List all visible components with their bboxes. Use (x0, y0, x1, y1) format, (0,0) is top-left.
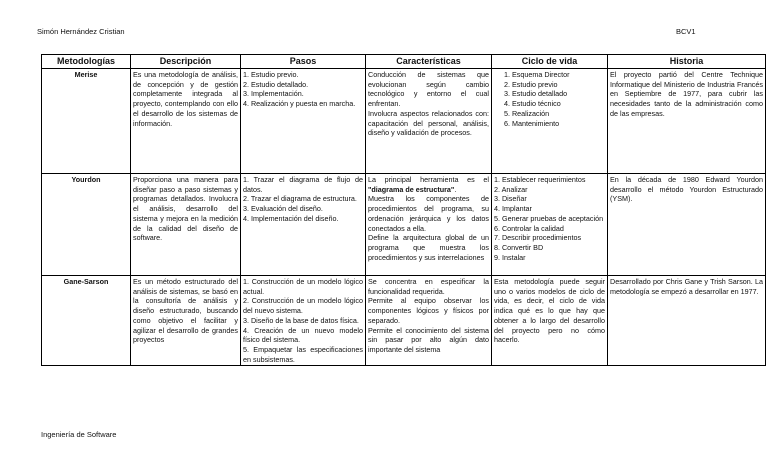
step-item: 3. Implementación. (243, 89, 304, 99)
col-header-pasos: Pasos (241, 55, 366, 69)
header-row (42, 55, 766, 69)
description-cell: Proporciona una manera para diseñar paso a paso sistemas y programas detallados. Involucra el análisis, desarrollo del sistema y mejora en la medición de la calidad del diseño de software. (131, 174, 241, 276)
col-header-metodologias: Metodologías (42, 55, 131, 69)
step-item: 3. Diseño de la base de datos física. (243, 315, 359, 325)
characteristic-item: Muestra los componentes de procedimientos del programa, su ordenación jerárquica y los datos conectados a ella. (368, 194, 489, 233)
characteristic-intro: La principal herramienta es el (368, 175, 489, 184)
lifecycle-item: 8. Convertir BD (494, 242, 544, 252)
lifecycle-item: 4. Implantar (494, 204, 532, 214)
history-cell: Desarrollado por Chris Gane y Trish Sarson. La metodología se empezó a desarrollar en 1977. (608, 276, 766, 366)
step-item: 4. Creación de un nuevo modelo físico del sistema. (243, 325, 363, 345)
characteristic-item: Permite el conocimiento del sistema sin pasar por alto algún dato importante del sistema (368, 325, 489, 354)
table-row-merise (42, 69, 766, 174)
lifecycle-item: 9. Instalar (494, 252, 526, 262)
steps-cell (241, 174, 366, 276)
step-item: 5. Empaquetar las especificaciones en subsistemas. (243, 344, 363, 364)
step-item: 1. Estudio previo. (243, 70, 299, 79)
characteristics-cell (366, 69, 492, 174)
characteristic-item (368, 175, 489, 194)
step-item: 2. Trazar el diagrama de estructura. (243, 194, 357, 204)
description-cell: Es una metodología de análisis, de concepción y de gestión completamente integrada al proyecto, contemplando con ello el desarrollo de los sistemas de información. (131, 69, 241, 174)
lifecycle-item: 5. Generar pruebas de aceptación (494, 213, 604, 223)
author-name: Simón Hernández Cristian (37, 27, 125, 36)
characteristic-item: Define la arquitectura global de un programa que muestra los procedimientos y sus interrelaciones (368, 233, 489, 262)
step-item: 4. Realización y puesta en marcha. (243, 99, 356, 109)
lifecycle-item: 4. Estudio técnico (504, 99, 561, 109)
step-item: 3. Evaluación del diseño. (243, 204, 323, 214)
characteristic-item: Involucra aspectos relacionados con: capacitación del personal, análisis, diseño y validación de procesos. (368, 108, 489, 138)
lifecycle-item: 5. Realización (504, 108, 550, 118)
characteristic-item: Conducción de sistemas que evolucionan según cambio tecnológico y entorno el cual enfrentan. (368, 70, 489, 109)
document-code: BCV1 (676, 27, 696, 36)
col-header-historia: Historia (608, 55, 766, 69)
method-name: Yourdon (42, 174, 131, 276)
lifecycle-item: 7. Describir procedimientos (494, 233, 582, 243)
method-name: Merise (42, 69, 131, 174)
characteristic-item: Se concentra en especificar la funcionalidad requerida. (368, 277, 489, 296)
lifecycle-item: 3. Diseñar (494, 194, 527, 204)
lifecycle-cell (492, 69, 608, 174)
characteristic-item: Permite al equipo observar los componentes lógicos y físicos por separado. (368, 296, 489, 325)
lifecycle-item: 6. Controlar la calidad (494, 223, 564, 233)
lifecycle-item: 1. Esquema Director (504, 70, 570, 79)
lifecycle-item: 6. Mantenimiento (504, 118, 560, 128)
characteristics-cell (366, 174, 492, 276)
characteristic-end: . (454, 184, 457, 194)
method-name: Gane-Sarson (42, 276, 131, 366)
history-cell: El proyecto partió del Centre Technique Informatique del Ministerio de Industria Francés en Septiembre de 1977, para cubrir las necesidades tanto de la administración como de las empresas. (608, 69, 766, 174)
step-item: 1. Trazar el diagrama de flujo de datos. (243, 175, 363, 194)
lifecycle-item: 3. Estudio detallado (504, 89, 568, 99)
col-header-caracteristicas: Características (366, 55, 492, 69)
lifecycle-cell (492, 174, 608, 276)
lifecycle-item: 2. Estudio previo (504, 79, 558, 89)
footer-course: Ingeniería de Software (41, 430, 117, 439)
table-row-yourdon (42, 174, 766, 276)
step-item: 2. Construcción de un modelo lógico del nuevo sistema. (243, 296, 363, 316)
lifecycle-item: 1. Establecer requerimientos (494, 175, 586, 184)
step-item: 2. Estudio detallado. (243, 79, 309, 89)
history-cell: En la década de 1980 Edward Yourdon desarrollo el método Yourdon Estructurado (YSM). (608, 174, 766, 276)
description-cell: Es un método estructurado del análisis de sistemas, se basó en la consultoría de análisis y diseño estructurado, buscando como objetivo el facilitar y agilizar el desarrollo de grandes proyectos (131, 276, 241, 366)
steps-cell (241, 69, 366, 174)
col-header-descripcion: Descripción (131, 55, 241, 69)
table-row-gane-sarson (42, 276, 766, 366)
lifecycle-item: 2. Analizar (494, 184, 528, 194)
characteristics-cell (366, 276, 492, 366)
col-header-ciclo-de-vida: Ciclo de vida (492, 55, 608, 69)
lifecycle-cell: Esta metodología puede seguir uno o varios modelos de ciclo de vida, es decir, el ciclo de vida indica qué es lo que hay que obtener a lo largo del desarrollo del proyecto pero no cómo hacerlo. (492, 276, 608, 366)
step-item: 4. Implementación del diseño. (243, 213, 339, 223)
steps-cell (241, 276, 366, 366)
characteristic-highlight: "diagrama de estructura" (368, 184, 455, 194)
methodologies-table (41, 54, 766, 366)
step-item: 1. Construcción de un modelo lógico actual. (243, 277, 363, 296)
